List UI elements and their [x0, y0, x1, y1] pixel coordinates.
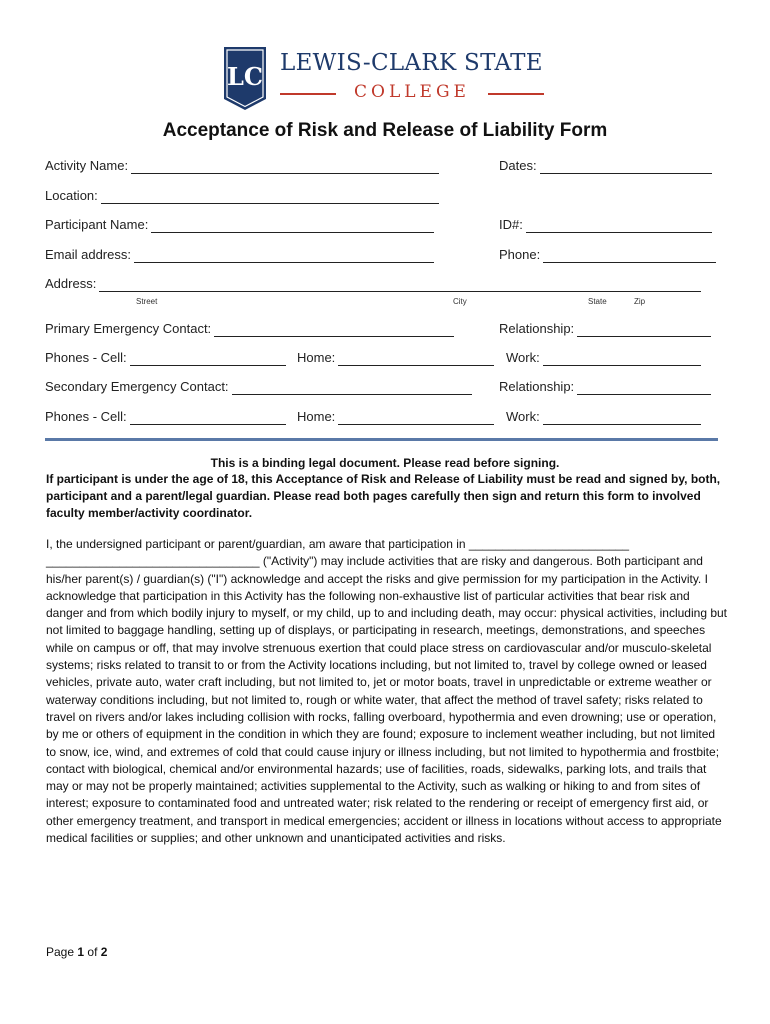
email-field[interactable] [45, 247, 434, 263]
primary-home-field[interactable] [297, 350, 494, 366]
secondary-work-line[interactable] [543, 410, 701, 425]
logo-rule-right [488, 93, 544, 95]
email-line[interactable] [134, 248, 434, 263]
secondary-relationship-label: Relationship: [499, 379, 575, 394]
phone-field[interactable] [499, 247, 716, 263]
primary-work-field[interactable] [506, 350, 701, 366]
logo-college: COLLEGE [354, 82, 470, 102]
primary-contact-label: Primary Emergency Contact: [45, 321, 212, 336]
secondary-relationship-field[interactable] [499, 379, 711, 395]
participant-name-label: Participant Name: [45, 217, 149, 232]
secondary-home-line[interactable] [338, 410, 494, 425]
release-body [46, 536, 728, 847]
logo-monogram: LC [227, 62, 263, 91]
dates-line[interactable] [540, 159, 712, 174]
logo-rule-left [280, 93, 336, 95]
id-label: ID#: [499, 217, 523, 232]
primary-contact-line[interactable] [214, 322, 454, 337]
secondary-contact-field[interactable] [45, 379, 472, 395]
page-of-label: of [87, 945, 98, 959]
page-total: 2 [100, 945, 108, 959]
activity-name-field[interactable] [45, 158, 439, 174]
page-number [46, 945, 107, 959]
address-zip-sublabel: Zip [634, 297, 646, 306]
address-city-sublabel: City [453, 297, 467, 306]
binding-notice-body: If participant is under the age of 18, this Acceptance of Risk and Release of Liability must be read and signed by, both, participant and a parent/legal guardian. Please read both pages carefully then sign and return this form to involved faculty member/activity coordinator. [46, 472, 721, 520]
form-title: Acceptance of Risk and Release of Liability Form [162, 120, 608, 141]
location-field[interactable] [45, 188, 439, 204]
dates-field[interactable] [499, 158, 712, 174]
id-field[interactable] [499, 217, 712, 233]
section-divider [45, 438, 718, 441]
address-state-sublabel: State [588, 297, 607, 306]
participant-name-line[interactable] [151, 218, 434, 233]
secondary-home-field[interactable] [297, 409, 494, 425]
release-body-intro: I, the undersigned participant or parent/guardian, am aware that participation in ________________________ [46, 537, 630, 551]
primary-relationship-line[interactable] [577, 322, 711, 337]
page-current: 1 [77, 945, 85, 959]
participant-name-field[interactable] [45, 217, 434, 233]
primary-cell-field[interactable] [45, 350, 286, 366]
logo-name: LEWIS-CLARK STATE [280, 50, 543, 76]
secondary-contact-label: Secondary Emergency Contact: [45, 379, 229, 394]
phone-label: Phone: [499, 247, 541, 262]
activity-name-label: Activity Name: [45, 158, 129, 173]
secondary-cell-line[interactable] [130, 410, 286, 425]
primary-contact-field[interactable] [45, 321, 454, 337]
address-field[interactable] [45, 276, 701, 292]
phone-line[interactable] [543, 248, 716, 263]
address-label: Address: [45, 276, 97, 291]
binding-notice-heading: This is a binding legal document. Please read before signing. [210, 456, 560, 470]
primary-home-line[interactable] [338, 351, 494, 366]
logo-college-row [280, 82, 544, 104]
primary-home-label: Home: [297, 350, 336, 365]
primary-work-line[interactable] [543, 351, 701, 366]
primary-relationship-field[interactable] [499, 321, 711, 337]
location-label: Location: [45, 188, 98, 203]
secondary-work-field[interactable] [506, 409, 701, 425]
secondary-relationship-line[interactable] [577, 380, 711, 395]
secondary-contact-line[interactable] [232, 380, 472, 395]
page-label: Page [46, 945, 75, 959]
secondary-cell-label: Phones - Cell: [45, 409, 127, 424]
email-label: Email address: [45, 247, 131, 262]
secondary-cell-field[interactable] [45, 409, 286, 425]
primary-cell-label: Phones - Cell: [45, 350, 127, 365]
secondary-home-label: Home: [297, 409, 336, 424]
primary-relationship-label: Relationship: [499, 321, 575, 336]
secondary-work-label: Work: [506, 409, 540, 424]
release-body-text: ________________________________ ("Activity") may include activities that are risky and dangerous. Both participant and his/her parent(s) / guardian(s) ("I") acknowledge and accept the risks and give permission for my participation in the Activity. I acknowledge that participation in this Activity has the following non-exhaustive list of particular activities that bear risk and danger and from which bodily injury to myself, or my child, up to and including death, may occur: physical activities, including but not limited to baggage handling, setting up of displays, or participating in research, meetings, demonstrations, and speeches while on campus or off, that may involve strenuous exertion that could place stress on cardiovascular and/or musculo-skeletal systems; risks related to transit to or from the Activity locations including, but not limited to, travel by college owned or leased vehicles, private auto, water craft including, but not limited to, jet or motor boats, travel in unpredictable or extreme weather or waterway conditions including, but not limited to, rough or white water, that affect the method of travel safety; risks related to travel on rivers and/or lakes including collision with rocks, falling overboard, hypothermia and even drowning; use or operation, by me or others of equipment in the condition in which they are found; exposure to inclement weather including, but not limited to snow, ice, wind, and extremes of cold that could cause injury or illness including, but not limited to hypothermia and frostbite; contact with biological, chemical and/or environmental hazards; use of facilities, roads, sidewalks, parking lots, and trails that may or may not be properly maintained; activities supplemental to the Activity, such as walking or hiking to and from sites of interest; exposure to contaminated food and untreated water; risk related to the rendering or receipt of emergency first aid, or other emergency treatment, and transport in medical emergencies; accident or illness in locations without access to appropriate medical facilities or supplies; and other unknown and unanticipated activities and risks. [46, 554, 728, 846]
location-line[interactable] [101, 189, 439, 204]
primary-work-label: Work: [506, 350, 540, 365]
college-logo [224, 47, 546, 112]
address-line[interactable] [99, 277, 701, 292]
activity-name-line[interactable] [131, 159, 439, 174]
lc-shield-icon [224, 47, 266, 110]
address-street-sublabel: Street [136, 297, 158, 306]
dates-label: Dates: [499, 158, 537, 173]
primary-cell-line[interactable] [130, 351, 286, 366]
id-line[interactable] [526, 218, 712, 233]
